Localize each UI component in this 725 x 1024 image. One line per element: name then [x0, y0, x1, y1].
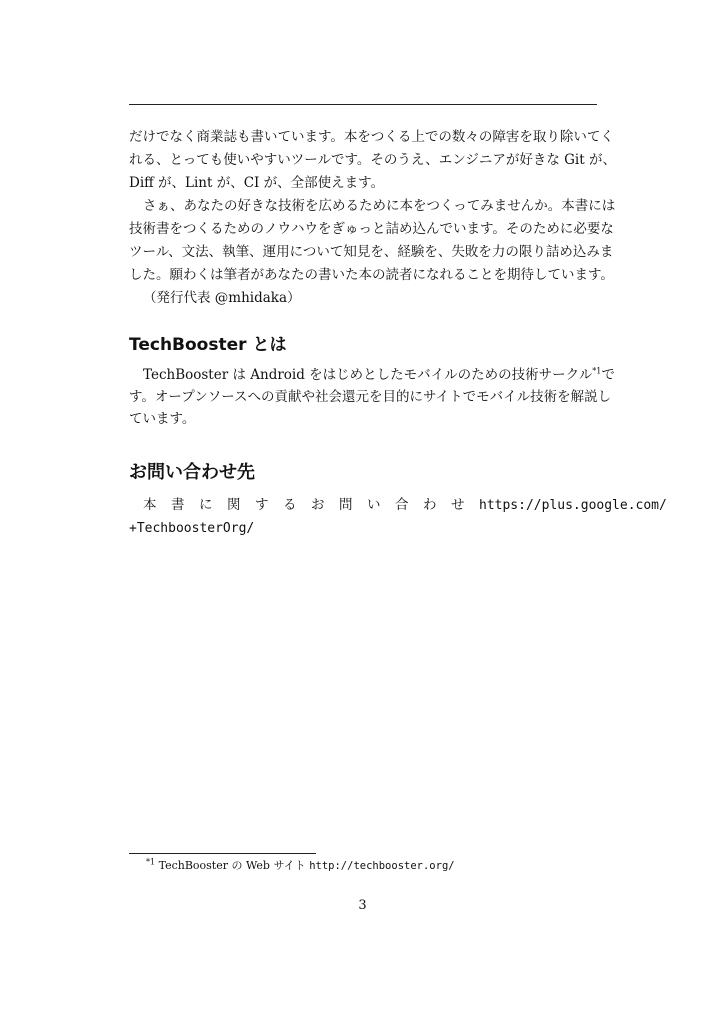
intro-signature: （発行代表 @mhidaka） [143, 290, 301, 306]
intro-line: れる、とっても使いやすいツールです。そのうえ、エンジニアが好きな Git が、 [129, 152, 616, 168]
intro-paragraphs [129, 126, 616, 310]
intro-line: した。願わくは筆者があなたの書いた本の読者になれることを期待しています。 [129, 267, 614, 283]
intro-line: だけでなく商業誌も書いています。本をつくる上での数々の障害を取り除いてく [129, 129, 614, 145]
footnote-url[interactable]: http://techbooster.org/ [309, 860, 455, 872]
contact-line [129, 494, 667, 517]
contact-url-part2[interactable]: +TechboosterOrg/ [129, 521, 255, 536]
header-rule [129, 104, 597, 105]
techbooster-heading: TechBooster とは [129, 335, 287, 355]
about-line [129, 364, 615, 386]
footnote-rule [129, 853, 316, 854]
intro-line: Diff が、Lint が、CI が、全部使えます。 [129, 175, 385, 191]
about-line-text: で [601, 367, 615, 383]
intro-line: ツール、文法、執筆、運用について知見を、経験を、失敗を力の限り詰め込みま [129, 244, 614, 260]
about-line: ています。 [129, 411, 196, 427]
intro-line: 技術書をつくるためのノウハウをぎゅっと詰め込んでいます。そのために必要な [129, 221, 614, 237]
techbooster-paragraph [129, 364, 615, 430]
about-line: す。オープンソースへの貢献や社会還元を目的にサイトでモバイル技術を解説し [129, 389, 612, 405]
footnote [146, 857, 455, 873]
footnote-marker: *1 [146, 857, 156, 867]
contact-label: 本書に関するお問い合わせ [143, 497, 479, 513]
contact-heading: お問い合わせ先 [129, 462, 255, 483]
contact-url-part1[interactable]: https://plus.google.com/ [479, 498, 667, 513]
footnote-text: TechBooster の Web サイト [158, 859, 306, 872]
page-number: 3 [358, 898, 367, 913]
footnote-reference[interactable]: *1 [592, 366, 602, 376]
about-line-text: TechBooster は Android をはじめとしたモバイルのための技術サークル [143, 367, 593, 383]
intro-line: さぁ、あなたの好きな技術を広めるために本をつくってみませんか。本書には [143, 198, 616, 214]
contact-paragraph [129, 494, 667, 540]
